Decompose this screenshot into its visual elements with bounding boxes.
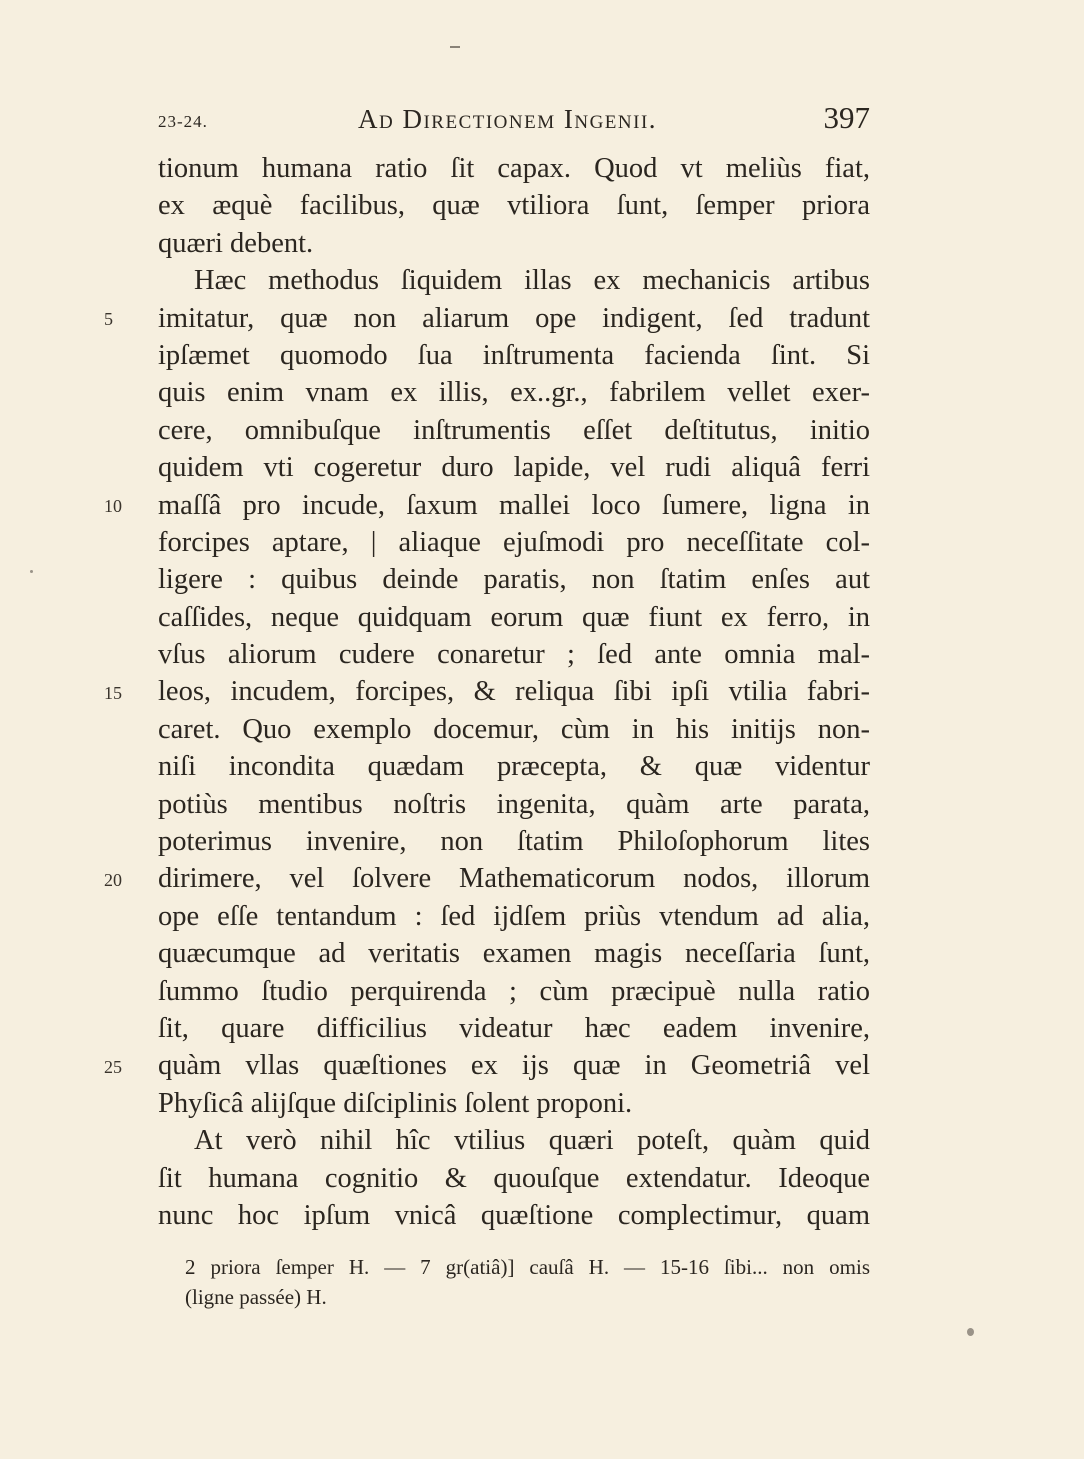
text-line: ſit humana cognitio & quouſque extendatur. Ideoque xyxy=(158,1162,870,1194)
running-title: Ad Directionem Ingenii. xyxy=(358,104,658,134)
text-line: ligere : quibus deinde paratis, non ſtatim enſes aut xyxy=(158,564,870,596)
text-line: cere, omnibuſque inſtrumentis eſſet deſtitutus, initio xyxy=(158,414,870,446)
ink-speck xyxy=(967,1328,974,1336)
text-line: Hæc methodus ſiquidem illas ex mechanicis artibus xyxy=(194,265,870,297)
text-line: vſus aliorum cudere conaretur ; ſed ante omnia mal- xyxy=(158,639,870,671)
footnote-line: 2 priora ſemper H. — 7 gr(atiâ)] cauſâ H. — 15-16 ſibi... non omis xyxy=(185,1255,870,1279)
text-line: nunc hoc ipſum vnicâ quæſtione complectimur, quam xyxy=(158,1199,870,1231)
text-line: ſit, quare difficilius videatur hæc eadem invenire, xyxy=(158,1012,870,1044)
text-line: caret. Quo exemplo docemur, cùm in his initijs non- xyxy=(158,713,870,745)
line-number: 20 xyxy=(104,869,122,890)
text-line: quæri debent. xyxy=(158,227,314,259)
section-reference: 23-24. xyxy=(158,112,208,131)
text-line: quis enim vnam ex illis, ex..gr., fabrilem vellet exer- xyxy=(158,377,870,409)
text-line: forcipes aptare, | aliaque ejuſmodi pro neceſſitate col- xyxy=(158,526,870,558)
running-header xyxy=(158,100,870,144)
text-line: quidem vti cogeretur duro lapide, vel rudi aliquâ ferri xyxy=(158,452,870,484)
line-number: 15 xyxy=(104,682,122,703)
text-line: niſi incondita quædam præcepta, & quæ videntur xyxy=(158,751,870,783)
text-line: dirimere, vel ſolvere Mathematicorum nodos, illorum xyxy=(158,863,870,895)
text-line: potiùs mentibus noſtris ingenita, quàm arte parata, xyxy=(158,788,870,820)
text-line: tionum humana ratio ſit capax. Quod vt meliùs fiat, xyxy=(158,153,870,184)
line-number: 25 xyxy=(104,1056,122,1077)
ink-speck xyxy=(30,570,33,573)
text-line: ope eſſe tentandum : ſed ijdſem priùs vtendum ad alia, xyxy=(158,900,870,932)
page-number: 397 xyxy=(823,100,870,135)
text-line: At verò nihil hîc vtilius quæri poteſt, quàm quid xyxy=(194,1125,870,1157)
text-line: poterimus invenire, non ſtatim Philoſophorum lites xyxy=(158,826,870,858)
text-line: quàm vllas quæſtiones ex ijs quæ in Geometriâ vel xyxy=(158,1050,870,1082)
text-line: ipſæmet quomodo ſua inſtrumenta facienda ſint. Si xyxy=(158,339,870,371)
main-text xyxy=(158,150,870,1234)
top-mark xyxy=(450,46,460,48)
text-line: maſſâ pro incude, ſaxum mallei loco ſumere, ligna in xyxy=(158,489,870,521)
text-line: caſſides, neque quidquam eorum quæ fiunt ex ferro, in xyxy=(158,601,870,633)
text-line: leos, incudem, forcipes, & reliqua ſibi ipſi vtilia fabri- xyxy=(158,676,870,708)
line-number: 5 xyxy=(104,308,113,329)
footnote-line: (ligne passée) H. xyxy=(185,1285,327,1309)
text-line: imitatur, quæ non aliarum ope indigent, ſed tradunt xyxy=(158,302,870,334)
text-line: Phyſicâ alijſque diſciplinis ſolent proponi. xyxy=(158,1087,633,1119)
text-line: quæcumque ad veritatis examen magis neceſſaria ſunt, xyxy=(158,938,870,970)
text-line: ſummo ſtudio perquirenda ; cùm præcipuè nulla ratio xyxy=(158,975,870,1007)
text-line: ex æquè facilibus, quæ vtiliora ſunt, ſemper priora xyxy=(158,190,870,222)
footnote xyxy=(185,1252,870,1312)
line-number: 10 xyxy=(104,495,122,516)
